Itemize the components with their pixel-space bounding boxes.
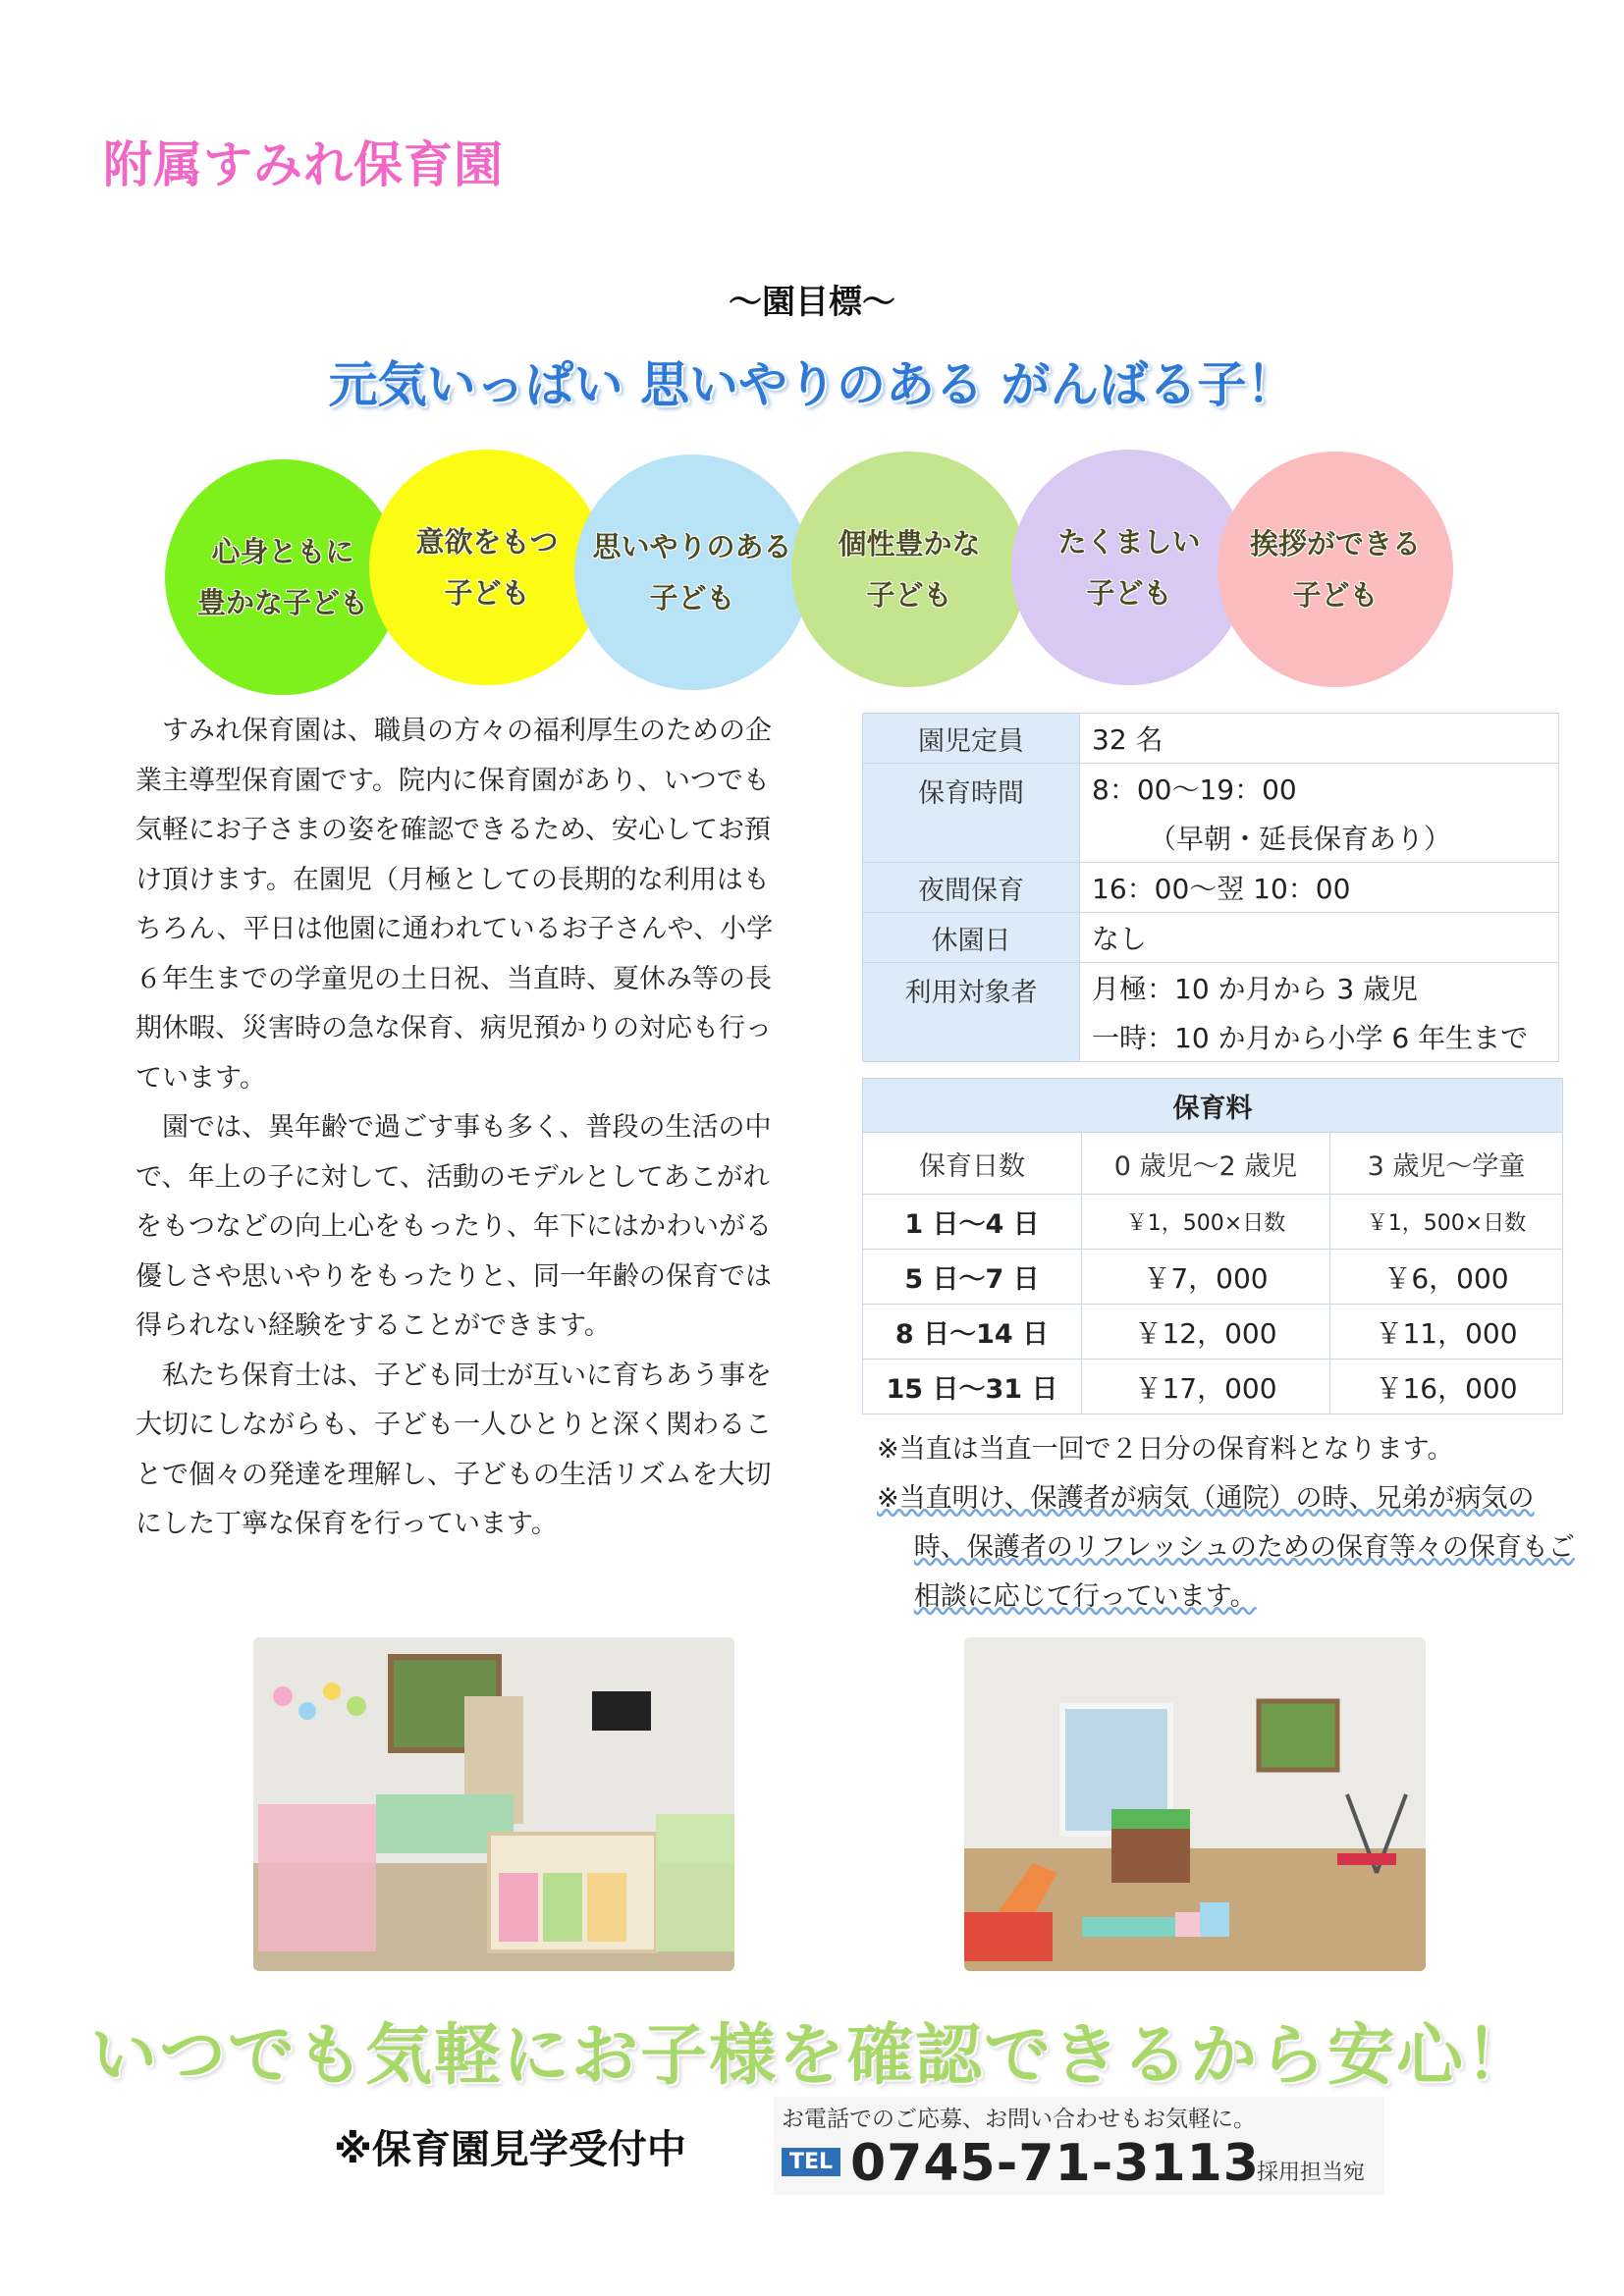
night-value: 16：00～翌 10：00	[1080, 863, 1559, 913]
tel-badge: TEL	[782, 2148, 840, 2176]
intro-text	[135, 707, 791, 1550]
goal-circle-3	[574, 454, 810, 690]
tel-number[interactable]: 0745-71-3113	[850, 2134, 1260, 2193]
goal-line1: 挨拶ができる	[1249, 527, 1421, 561]
target-label: 利用対象者	[863, 963, 1080, 1062]
closed-label: 休園日	[863, 913, 1080, 963]
goal-circle-5	[1011, 450, 1247, 685]
fee-days: 15 日～31 日	[863, 1360, 1082, 1415]
tour-notice: ※保育園見学受付中	[334, 2127, 686, 2172]
table-row	[863, 1360, 1563, 1415]
closed-value: なし	[1080, 913, 1559, 963]
fee-infant: ￥17，000	[1082, 1360, 1330, 1415]
fee-days: 8 日～14 日	[863, 1305, 1082, 1360]
table-row	[863, 764, 1559, 814]
tel-suffix: 採用担当宛	[1257, 2161, 1366, 2185]
goal-circle-4	[791, 452, 1027, 687]
goal-line2: 子ども	[444, 576, 530, 610]
page-title: 附属すみれ保育園	[103, 136, 504, 193]
capacity-value: 32 名	[1080, 714, 1559, 764]
nursery-room-photo	[253, 1637, 734, 1971]
goal-heading: ～園目標～	[729, 283, 895, 322]
intro-paragraph: 園では、異年齢で過ごす事も多く、普段の生活の中で、年上の子に対して、活動のモデルとしてあこがれをもつなどの向上心をもったり、年下にはかわいがる優しさや思いやりをもったりと、同一年齢の保育では得られない経験をすることができます。	[135, 1112, 772, 1341]
notes	[877, 1425, 1584, 1622]
table-row	[863, 963, 1559, 1013]
contact-box	[774, 2097, 1384, 2195]
goal-line2: 子ども	[649, 581, 735, 614]
fee-header-infant: 0 歳児～2 歳児	[1082, 1133, 1330, 1195]
fee-child: ￥16，000	[1330, 1360, 1563, 1415]
goal-line2: 子ども	[1292, 578, 1379, 612]
fee-infant: ￥1，500×日数	[1082, 1195, 1330, 1250]
fee-header-child: 3 歳児～学童	[1330, 1133, 1563, 1195]
table-row	[863, 1133, 1563, 1195]
fee-caption: 保育料	[863, 1079, 1563, 1133]
goal-line1: 意欲をもつ	[415, 525, 559, 559]
target-value-temporary: 一時：10 か月から小学 6 年生まで	[1080, 1012, 1559, 1062]
goal-circle-1	[165, 459, 401, 695]
fee-days: 5 日～7 日	[863, 1250, 1082, 1305]
goal-line1: 個性豊かな	[838, 527, 981, 561]
hours-value: 8：00～19：00	[1080, 764, 1559, 814]
play-hall-photo	[964, 1637, 1426, 1971]
target-value-monthly: 月極：10 か月から 3 歳児	[1080, 963, 1559, 1013]
table-row	[863, 863, 1559, 913]
goal-line1: たくましい	[1057, 525, 1201, 559]
note-2: ※当直明け、保護者が病気（通院）の時、兄弟が病気の時、保護者のリフレッシュのための保育等々の保育もご相談に応じて行っています。	[877, 1483, 1575, 1612]
reassurance-banner: いつでも気軽にお子様を確認できるから安心！	[89, 2017, 1534, 2095]
table-row	[863, 714, 1559, 764]
note-1: ※当直は当直一回で２日分の保育料となります。	[877, 1434, 1454, 1465]
table-row	[863, 1305, 1563, 1360]
table-row	[863, 1250, 1563, 1305]
table-row	[863, 1079, 1563, 1133]
slogan: 元気いっぱい 思いやりのある がんばる子！	[328, 356, 1296, 413]
table-row	[863, 1195, 1563, 1250]
night-label: 夜間保育	[863, 863, 1080, 913]
table-row	[863, 913, 1559, 963]
contact-note: お電話でのご応募、お問い合わせもお気軽に。	[782, 2107, 1256, 2132]
goal-line1: 心身ともに	[211, 535, 354, 568]
play-hall-illustration	[964, 1637, 1426, 1971]
goal-circle-2	[369, 450, 605, 685]
nursery-room-illustration	[253, 1637, 734, 1971]
fee-child: ￥1，500×日数	[1330, 1195, 1563, 1250]
intro-paragraph: 私たち保育士は、子ども同士が互いに育ちあう事を大切にしながらも、子ども一人ひとりと深く関わることで個々の発達を理解し、子どもの生活リズムを大切にした丁寧な保育を行っています。	[135, 1360, 772, 1539]
goal-line1: 思いやりのある	[592, 530, 792, 563]
fee-days: 1 日～4 日	[863, 1195, 1082, 1250]
goal-circle-6	[1218, 452, 1453, 687]
fee-table	[862, 1078, 1563, 1415]
fee-infant: ￥7，000	[1082, 1250, 1330, 1305]
goal-line2: 子ども	[1086, 576, 1172, 610]
info-table	[862, 713, 1559, 1062]
goal-line2: 豊かな子ども	[196, 586, 368, 619]
goal-line2: 子ども	[866, 578, 952, 612]
fee-infant: ￥12，000	[1082, 1305, 1330, 1360]
capacity-label: 園児定員	[863, 714, 1080, 764]
fee-child: ￥11，000	[1330, 1305, 1563, 1360]
intro-paragraph: すみれ保育園は、職員の方々の福利厚生のための企業主導型保育園です。院内に保育園があり、いつでも気軽にお子さまの姿を確認できるため、安心してお預け頂けます。在園児（月極としての長期的な利用はもちろん、平日は他園に通われているお子さんや、小学６年生までの学童児の土日祝、当直時、夏休み等の長期休暇、災害時の急な保育、病児預かりの対応も行っています。	[135, 716, 774, 1094]
hours-note: （早朝・延長保育あり）	[1080, 813, 1559, 863]
fee-header-days: 保育日数	[863, 1133, 1082, 1195]
fee-child: ￥6，000	[1330, 1250, 1563, 1305]
hours-label: 保育時間	[863, 764, 1080, 863]
